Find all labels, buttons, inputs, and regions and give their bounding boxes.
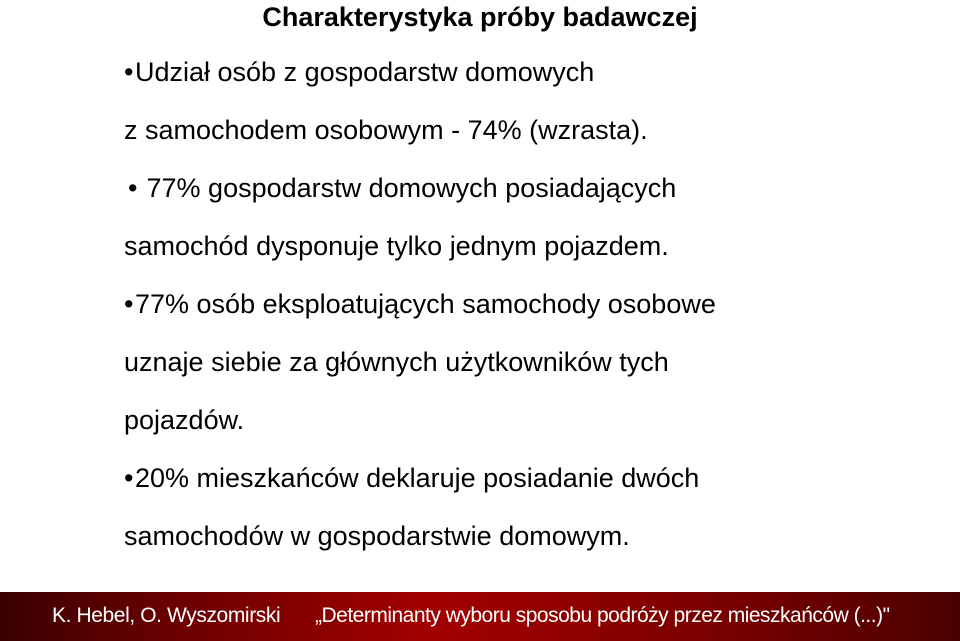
bullet-1-text-1: Udział osób z gospodarstw domowych (135, 57, 595, 87)
bullet-4-line-1 (124, 458, 944, 516)
bullet-3-line-1 (124, 284, 944, 342)
bullet-2-line-1 (124, 168, 944, 226)
bullet-2-text-1: 77% gospodarstw domowych posiadających (146, 173, 677, 203)
bullet-2-line-2 (124, 226, 944, 284)
bullet-icon: • (124, 463, 134, 493)
bullet-3-text-2: uznaje siebie za głównych użytkowników tych (124, 347, 669, 377)
bullet-4-line-2 (124, 516, 944, 574)
bullet-icon: • (124, 57, 134, 87)
footer-bar (0, 592, 960, 641)
bullet-4-text-2: samochodów w gospodarstwie domowym. (124, 521, 630, 551)
bullet-3-text-1: 77% osób eksploatujących samochody osobowe (135, 289, 716, 319)
bullet-1-text-2: z samochodem osobowym - 74% (wzrasta). (124, 115, 648, 145)
bullet-2-text-2: samochód dysponuje tylko jednym pojazdem. (124, 231, 669, 261)
bullet-4-text-1: 20% mieszkańców deklaruje posiadanie dwóch (135, 463, 700, 493)
bullet-icon: • (128, 173, 138, 203)
bullet-icon: • (124, 289, 134, 319)
bullet-3-line-2 (124, 342, 944, 400)
slide-title: Charakterystyka próby badawczej (262, 2, 698, 32)
footer-authors: K. Hebel, O. Wyszomirski (52, 604, 281, 627)
bullet-3-text-3: pojazdów. (124, 405, 245, 435)
footer-title: „Determinanty wyboru sposobu podróży przez mieszkańców (...)" (315, 604, 890, 627)
bullet-3-line-3 (124, 400, 944, 458)
slide-body (124, 52, 944, 574)
bullet-1-line-1 (124, 52, 944, 110)
bullet-1-line-2 (124, 110, 944, 168)
